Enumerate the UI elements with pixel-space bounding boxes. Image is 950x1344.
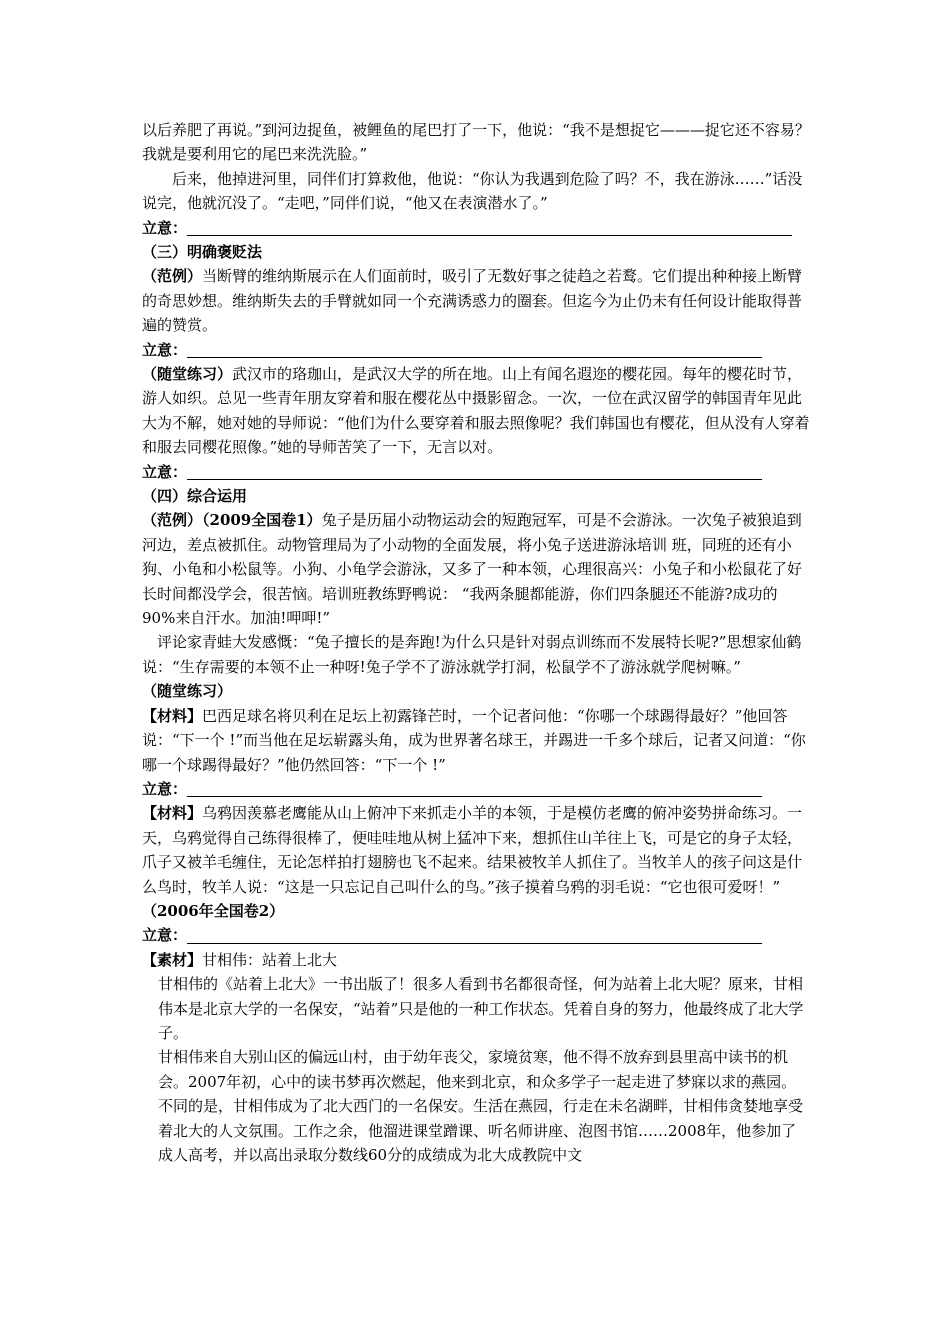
source-paragraph: 甘相伟来自大别山区的偏远山村，由于幼年丧父，家境贫寒，他不得不放弃到县里高中读书的机会。2007年初，心中的读书梦再次燃起，他来到北京，和众多学子一起走进了梦寐以求的燕园。不同的是，甘相伟成为了北大西门的一名保安。生活在燕园，行走在未名湖畔，甘相伟贪婪地享受着北大的人文氛围。工作之余，他溜进课堂蹭课、听名师讲座、泡图书馆……2008年，他参加了成人高考，并以高出录取分数线60分的成绩成为北大成教院中文 (158, 1048, 804, 1164)
example-paragraph: 评论家青蛙大发感慨：“兔子擅长的是奔跑!为什么只是针对弱点训练而不发展特长呢?”思想家仙鹤说：“生存需要的本领不止一种呀!兔子学不了游泳就学打洞，松鼠学不了游泳就学爬树嘛。” (142, 633, 802, 676)
answer-blank (187, 926, 762, 944)
source-title-line (142, 948, 810, 972)
material-tag: 【材料】 (142, 804, 203, 823)
section-heading: （三）明确褒贬法 (142, 243, 263, 262)
material-paragraph (142, 801, 810, 923)
document-body (142, 118, 810, 1167)
example-paragraph (142, 264, 810, 337)
answer-line[interactable] (142, 216, 810, 240)
story-paragraph: 以后养肥了再说。”到河边捉鱼，被鲤鱼的尾巴打了一下，他说：“我不是想捉它———捉它还不容易？我就是要利用它的尾巴来洗洗脸。” (142, 121, 810, 164)
answer-blank (187, 340, 762, 358)
answer-line[interactable] (142, 777, 810, 801)
answer-line[interactable] (142, 460, 810, 484)
example-paragraph (142, 508, 810, 630)
answer-line[interactable] (142, 923, 810, 947)
material-text: 巴西足球名将贝利在足坛上初露锋芒时，一个记者问他：“你哪一个球踢得最好？”他回答说：“下一个 !”而当他在足坛崭露头角，成为世界著名球王，并踢进一千多个球后，记者又问道：“你哪一个球踢得最好？”他仍然回答：“下一个 !” (142, 706, 806, 774)
example-text: 当断臂的维纳斯展示在人们面前时，吸引了无数好事之徒趋之若鹜。它们提出种种接上断臂的奇思妙想。维纳斯失去的手臂就如同一个充满诱惑力的圈套。但迄今为止仍未有任何设计能取得普遍的赞赏。 (142, 267, 803, 335)
answer-blank (187, 218, 792, 236)
answer-blank (187, 779, 762, 797)
answer-line[interactable] (142, 338, 810, 362)
source-title: 甘相伟：站着上北大 (202, 950, 338, 969)
section-heading: （四）综合运用 (142, 487, 248, 506)
answer-label: 立意： (142, 218, 188, 237)
answer-label: 立意： (142, 926, 188, 945)
answer-blank (187, 462, 762, 480)
example-tag: （范例）（2009全国卷1） (142, 511, 322, 530)
practice-paragraph (142, 362, 810, 460)
source-tag: 【素材】 (142, 950, 203, 969)
example-text: 兔子是历届小动物运动会的短跑冠军，可是不会游泳。一次兔子被狼追到河边，差点被抓住。动物管理局为了小动物的全面发展，将小兔子送进游泳培训 班，同班的还有小狗、小龟和小松鼠等。小狗、小龟学会游泳，又多了一种本领，心理很高兴：小兔子和小松鼠花了好长时间都没学会，很苦恼。培训班教练野鸭说： “我两条腿都能游，你们四条腿还不能游?成功的90%来自汗水。加油!呷呷!” (142, 511, 803, 628)
answer-label: 立意： (142, 779, 188, 798)
answer-label: 立意： (142, 462, 188, 481)
story-paragraph: 后来，他掉进河里，同伴们打算救他，他说：“你认为我遇到危险了吗？不，我在游泳……”话没说完，他就沉没了。“走吧，”同伴们说，“他又在表演潜水了。” (142, 169, 803, 213)
material-tag: 【材料】 (142, 706, 203, 725)
practice-heading: （随堂练习） (142, 682, 233, 701)
practice-text: 武汉市的珞珈山，是武汉大学的所在地。山上有闻名遐迩的樱花园。每年的樱花时节，游人如织。总见一些青年朋友穿着和服在樱花丛中摄影留念。一次，一位在武汉留学的韩国青年见此大为不解，她对她的导师说：“他们为什么要穿着和服去照像呢？我们韩国也有樱花，但从没有人穿着和服去同樱花照像。”她的导师苦笑了一下，无言以对。 (142, 365, 810, 457)
answer-label: 立意： (142, 340, 188, 359)
material-paragraph (142, 704, 810, 777)
material-source: （2006年全国卷2） (142, 901, 285, 920)
practice-tag: （随堂练习） (142, 365, 233, 384)
material-text: 乌鸦因羡慕老鹰能从山上俯冲下来抓走小羊的本领，于是模仿老鹰的俯冲姿势拼命练习。一天，乌鸦觉得自己练得很棒了，便哇哇地从树上猛冲下来，想抓住山羊往上飞，可是它的身子太轻，爪子又被羊毛缠住，无论怎样拍打翅膀也飞不起来。结果被牧羊人抓住了。当牧羊人的孩子问这是什么鸟时，牧羊人说：“这是一只忘记自己叫什么的鸟。”孩子摸着乌鸦的羽毛说：“它也很可爱呀！” (142, 804, 803, 896)
source-paragraph: 甘相伟的《站着上北大》一书出版了！很多人看到书名都很奇怪，何为站着上北大呢？原来，甘相伟本是北京大学的一名保安，“站着”只是他的一种工作状态。凭着自身的努力，他最终成了北大学子。 (158, 975, 804, 1042)
example-tag: （范例） (142, 267, 203, 286)
